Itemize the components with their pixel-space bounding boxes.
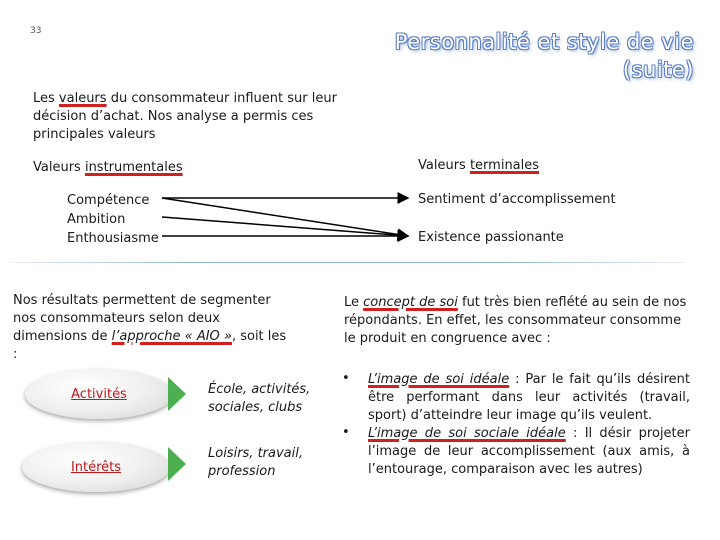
intro-keyword: valeurs <box>58 91 107 106</box>
intro-before: Les <box>33 91 59 106</box>
arrow-line <box>162 198 408 236</box>
interests-detail: Loisirs, travail, profession <box>208 446 303 479</box>
slide-number: 33 <box>30 26 42 36</box>
bullet-description: : Il désir projeter l’image de leur accomplissement (aux amis, à l’entourage, comparaison avec les autres) <box>368 426 690 477</box>
list-item <box>342 371 690 425</box>
interests-label: Intérêts <box>70 459 122 475</box>
self-concept-bullets <box>342 371 690 479</box>
interests-oval <box>22 442 170 492</box>
bullet-text <box>368 425 690 479</box>
activities-oval <box>25 369 173 419</box>
segmentation-before: Nos résultats permettent de segmenter nos consommateurs selon deux dimensions de <box>13 293 271 344</box>
instrumental-value-item: Compétence <box>67 193 150 208</box>
green-arrow-icon <box>168 377 186 411</box>
values-connector-arrows <box>160 185 412 245</box>
self-concept-before: Le <box>344 295 364 310</box>
activities-detail: École, activités, sociales, clubs <box>208 382 311 415</box>
slide-title-line1: Personnalité et style de vie <box>394 30 694 54</box>
instrumental-value-item: Enthousiasme <box>67 231 159 246</box>
intro-paragraph <box>33 90 353 144</box>
section-divider <box>10 262 685 263</box>
instrumental-value-item: Ambition <box>67 212 126 227</box>
bullet-text <box>368 371 690 425</box>
terminal-keyword: terminales <box>469 158 540 173</box>
terminal-prefix: Valeurs <box>418 158 470 173</box>
self-concept-after: fut très bien reflété au sein de nos répondants. En effet, les consommateur consomme le produit en congruence avec : <box>344 295 687 346</box>
instrumental-prefix: Valeurs <box>33 160 85 175</box>
self-concept-paragraph <box>344 294 694 348</box>
terminal-value-item: Sentiment d’accomplissement <box>418 192 616 207</box>
activities-label: Activités <box>71 386 127 402</box>
bullet-term: L’image de soi sociale idéale <box>368 426 566 441</box>
slide-title-line2: (suite) <box>622 58 694 82</box>
terminal-values-heading <box>418 157 539 175</box>
instrumental-keyword: instrumentales <box>84 160 183 175</box>
arrow-line <box>162 217 408 236</box>
bullet-description: : Par le fait qu’ils désirent être performant dans leur activités (travail, sport) d’atteindre leur image qu’ils veulent. <box>368 372 690 423</box>
instrumental-values-list <box>67 191 159 248</box>
slide-title <box>314 28 694 84</box>
list-item <box>342 425 690 479</box>
terminal-value-item: Existence passionante <box>418 230 564 245</box>
segmentation-keyword: l’approche « AIO » <box>111 329 232 344</box>
segmentation-after: , soit les : <box>13 329 287 362</box>
bullet-icon: • <box>342 425 350 440</box>
self-concept-keyword: concept de soi <box>363 295 458 310</box>
intro-after: du consommateur influent sur leur décision d’achat. Nos analyse a permis ces principales valeurs <box>33 91 337 142</box>
segmentation-paragraph <box>13 292 288 364</box>
bullet-icon: • <box>342 371 350 386</box>
bullet-term: L’image de soi idéale <box>368 372 510 387</box>
instrumental-values-heading <box>33 159 183 177</box>
green-arrow-icon <box>168 447 186 481</box>
